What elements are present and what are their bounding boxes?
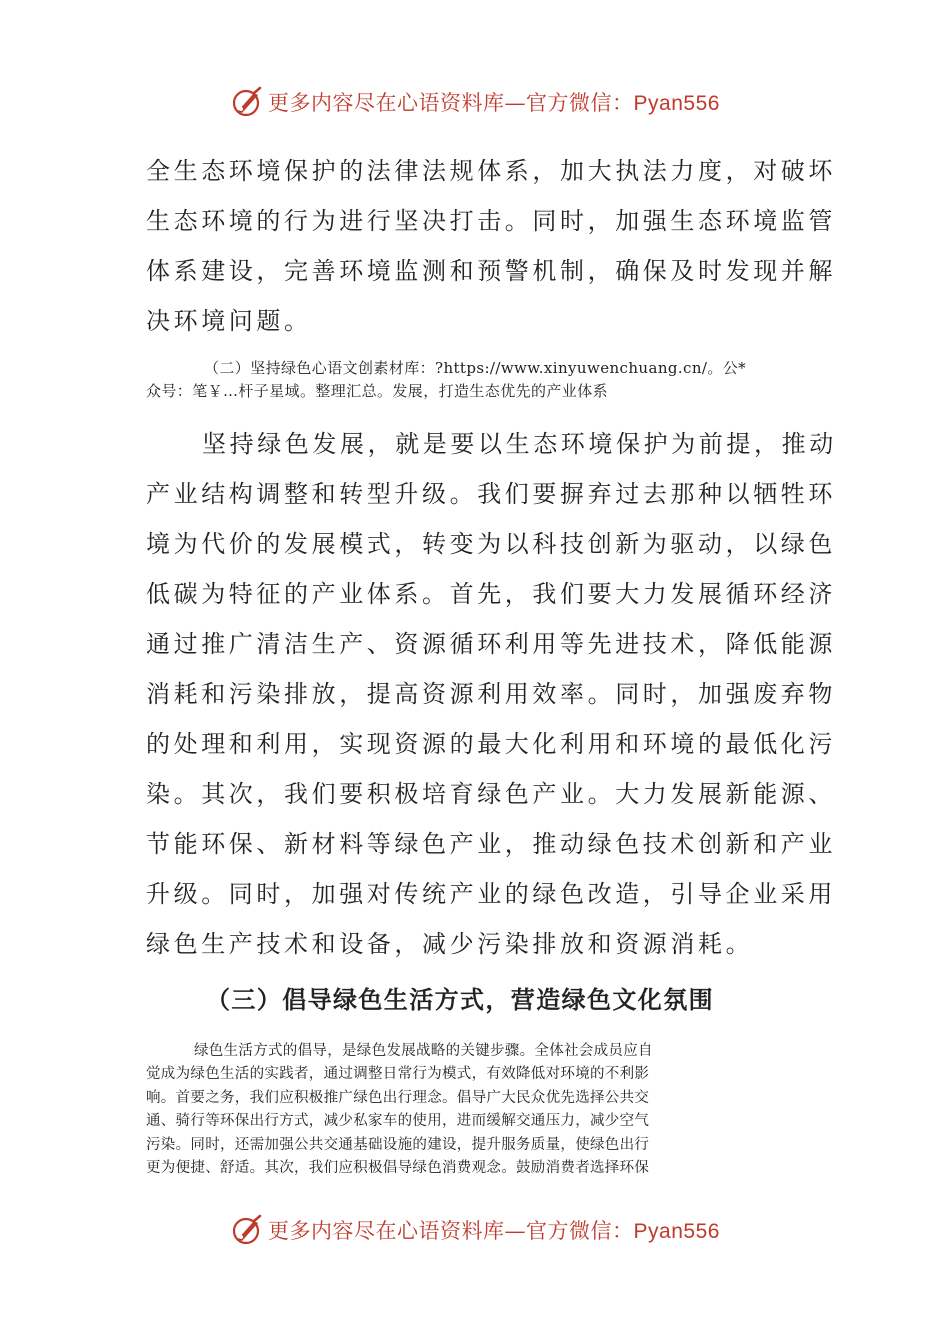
text-line: 的处理和利用，实现资源的最大化利用和环境的最低化污 xyxy=(146,730,836,758)
text-line: 绿色生产技术和设备，减少污染排放和资源消耗。 xyxy=(146,930,754,958)
pen-logo-icon xyxy=(230,85,264,119)
text-line: 响。首要之务，我们应积极推广绿色出行理念。倡导广大民众优先选择公共交 xyxy=(146,1089,650,1106)
footer-wechat-id: Pyan556 xyxy=(633,1220,720,1243)
text-line: 污染。同时，还需加强公共交通基础设施的建设，提升服务质量，使绿色出行 xyxy=(146,1136,650,1153)
text-line: 消耗和污染排放，提高资源利用效率。同时，加强废弃物 xyxy=(146,680,836,708)
text-line: 产业结构调整和转型升级。我们要摒弃过去那种以牺牲环 xyxy=(146,480,836,508)
footer-banner xyxy=(0,1210,950,1250)
paragraph-green-lifestyle xyxy=(146,1040,810,1180)
footer-banner-text: 更多内容尽在心语资料库—官方微信： xyxy=(268,1219,634,1243)
text-line: 绿色生活方式的倡导，是绿色发展战略的关键步骤。全体社会成员应自 xyxy=(194,1043,653,1059)
text-line: 节能环保、新材料等绿色产业，推动绿色技术创新和产业 xyxy=(146,830,836,858)
heading2-line: （二）坚持绿色心语文创素材库：?https://www.xinyuwenchuang.cn/。公* xyxy=(204,359,747,377)
text-line: 全生态环境保护的法律法规体系，加大执法力度，对破坏 xyxy=(146,157,836,185)
text-line: 生态环境的行为进行坚决打击。同时，加强生态环境监管 xyxy=(146,207,836,235)
header-wechat-id: Pyan556 xyxy=(633,92,720,115)
text-line: 觉成为绿色生活的实践者，通过调整日常行为模式，有效降低对环境的不利影 xyxy=(146,1066,650,1083)
paragraph-law-enforcement xyxy=(146,146,836,346)
header-banner-text: 更多内容尽在心语资料库—官方微信： xyxy=(268,91,634,115)
text-line: 升级。同时，加强对传统产业的绿色改造，引导企业采用 xyxy=(146,880,836,908)
section-heading-3: （三）倡导绿色生活方式，营造绿色文化氛围 xyxy=(206,986,714,1014)
text-line: 通过推广清洁生产、资源循环利用等先进技术，降低能源 xyxy=(146,630,836,658)
text-line: 低碳为特征的产业体系。首先，我们要大力发展循环经济 xyxy=(146,580,836,608)
text-line: 染。其次，我们要积极培育绿色产业。大力发展新能源、 xyxy=(146,780,836,808)
text-line: 境为代价的发展模式，转变为以科技创新为驱动，以绿色 xyxy=(146,530,836,558)
pen-logo-icon xyxy=(230,1213,264,1247)
text-line: 决环境问题。 xyxy=(146,307,312,335)
paragraph-green-development xyxy=(146,419,837,969)
heading2-line: 众号：笔￥…杆子星域。整理汇总。发展，打造生态优先的产业体系 xyxy=(146,382,609,400)
text-line: 坚持绿色发展，就是要以生态环境保护为前提，推动 xyxy=(202,430,837,458)
header-banner xyxy=(0,82,950,122)
text-line: 更为便捷、舒适。其次，我们应积极倡导绿色消费观念。鼓励消费者选择环保 xyxy=(146,1160,650,1177)
text-line: 通、骑行等环保出行方式，减少私家车的使用，进而缓解交通压力，减少空气 xyxy=(146,1113,650,1130)
section-heading-2 xyxy=(146,357,810,403)
text-line: 体系建设，完善环境监测和预警机制，确保及时发现并解 xyxy=(146,257,836,285)
